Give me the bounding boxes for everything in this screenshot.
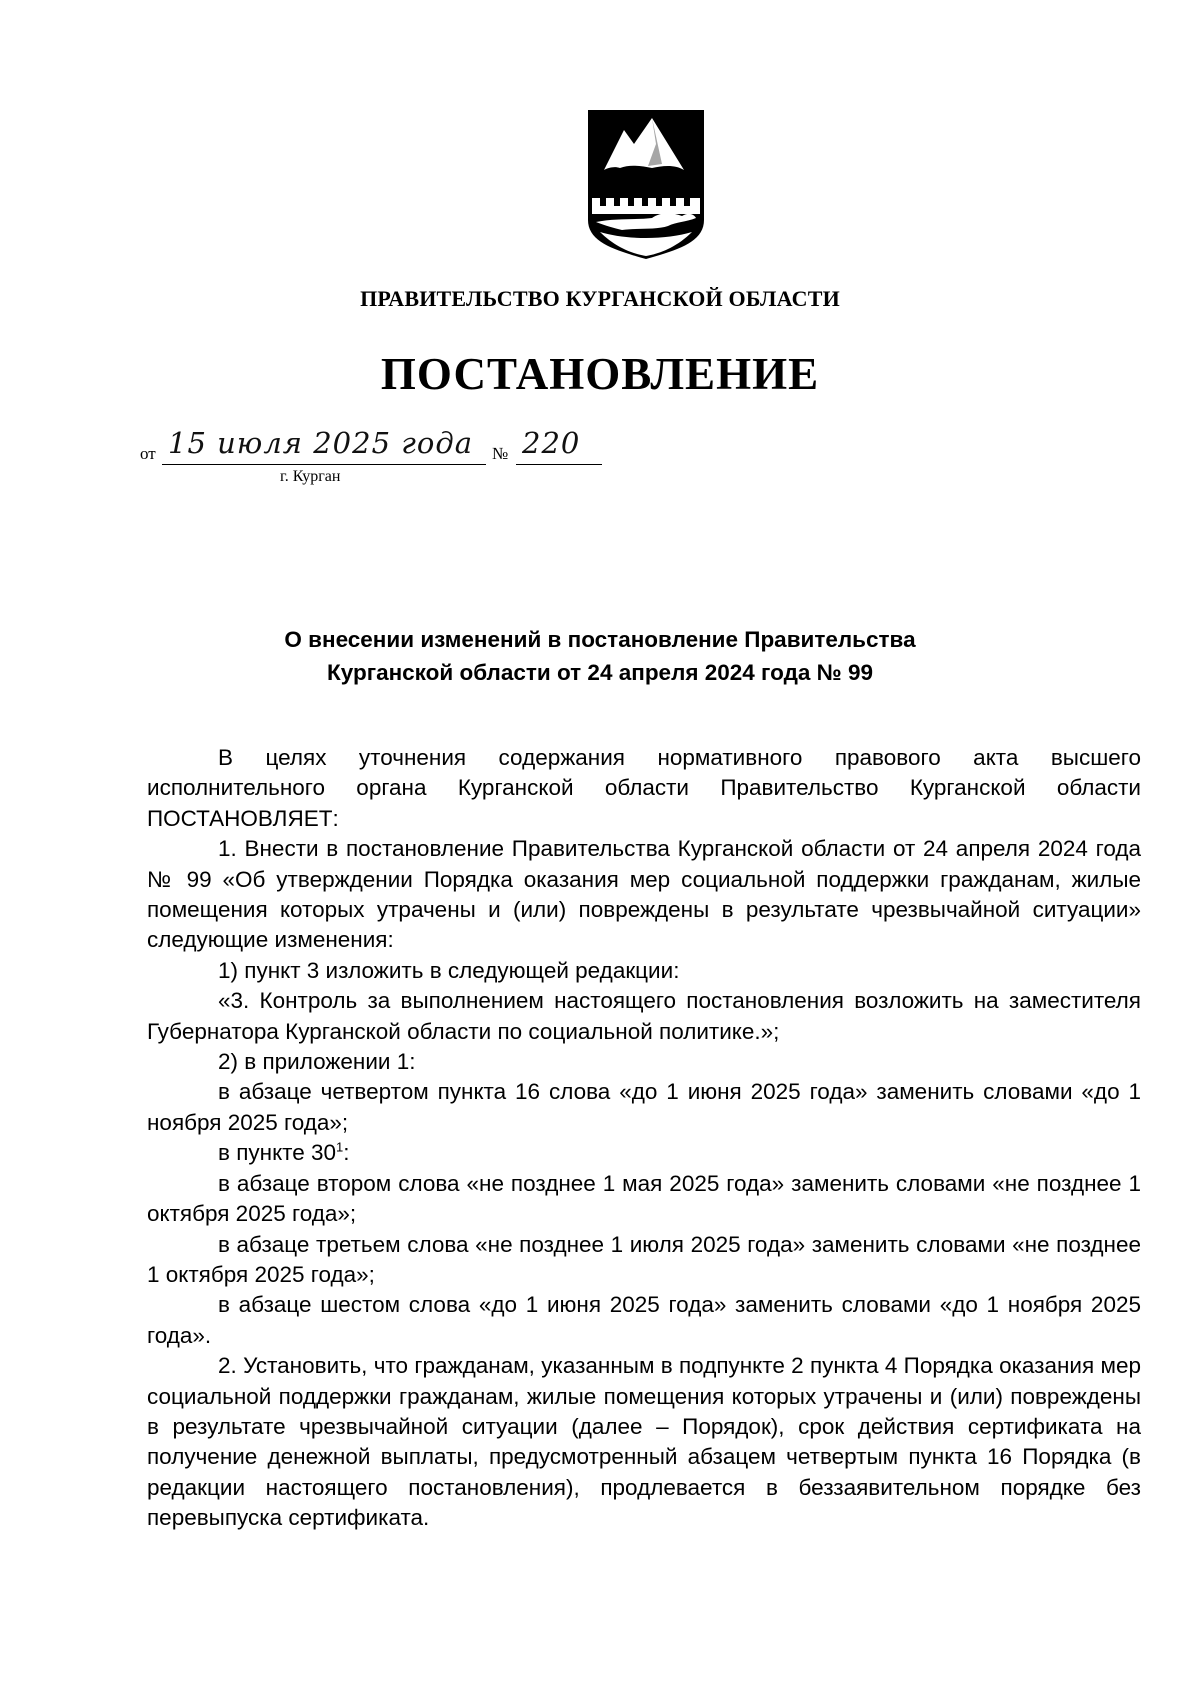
paragraph-4-amendment: в абзаце четвертом пункта 16 слова «до 1 июня 2025 года» заменить словами «до 1 ноября 2025 года»; xyxy=(147,1079,1141,1135)
subclause-1-paragraph: 1) пункт 3 изложить в следующей редакции: xyxy=(218,957,680,983)
clause-1-paragraph: 1. Внести в постановление Правительства Курганской области от 24 апреля 2024 года № 99 «Об утверждении Порядка оказания мер социальной поддержки гражданам, жилые помещения которых утрачены и (или) повреждены в результате чрезвычайной ситуации» следующие изменения: xyxy=(147,836,1141,953)
clause-3-text-paragraph: «3. Контроль за выполнением настоящего постановления возложить на заместителя Губернатора Курганской области по социальной политике.»; xyxy=(147,988,1141,1044)
document-type-heading: ПОСТАНОВЛЕНИЕ xyxy=(380,349,820,399)
city-label: г. Курган xyxy=(280,468,341,485)
coat-of-arms-icon xyxy=(586,108,706,261)
paragraph-2-amendment: в абзаце втором слова «не позднее 1 мая 2025 года» заменить словами «не позднее 1 октября 2025 года»; xyxy=(147,1170,1141,1227)
number-prefix: № xyxy=(492,444,509,463)
handwritten-number: 220 xyxy=(522,426,581,460)
document-title xyxy=(0,623,1200,689)
handwritten-date: 15 июля 2025 года xyxy=(168,426,474,460)
date-prefix: от xyxy=(140,444,156,463)
date-underline xyxy=(162,464,486,465)
paragraph-3-amendment: в абзаце третьем слова «не позднее 1 июля 2025 года» заменить словами «не позднее 1 октября 2025 года»; xyxy=(147,1231,1141,1287)
preamble-paragraph: В целях уточнения содержания нормативного правового акта высшего исполнительного органа Курганской области Правительство Курганской области ПОСТАНОВЛЯЕТ: xyxy=(147,745,1141,831)
clause-2-paragraph: 2. Установить, что гражданам, указанным в подпункте 2 пункта 4 Порядка оказания мер социальной поддержки гражданам, жилые помещения которых утрачены и (или) повреждены в результате чрезвычайной ситуации (далее – Порядок), срок действия сертификата на получение денежной выплаты, предусмотренный абзацем четвертым пункта 16 Порядка (в редакции настоящего постановления), продлевается в беззаявительном порядке без перевыпуска сертификата. xyxy=(147,1353,1141,1531)
item-30-superscript: 1 xyxy=(336,1139,344,1155)
date-number-line xyxy=(140,428,660,468)
issuing-authority: ПРАВИТЕЛЬСТВО КУРГАНСКОЙ ОБЛАСТИ xyxy=(360,286,840,311)
item-30-colon: : xyxy=(343,1140,350,1166)
title-line-2: Курганской области от 24 апреля 2024 года № 99 xyxy=(327,660,873,685)
document-body xyxy=(147,743,1141,1534)
title-line-1: О внесении изменений в постановление Правительства xyxy=(284,627,916,652)
item-30-1-paragraph xyxy=(147,1138,1141,1168)
item-30-text: в пункте 30 xyxy=(218,1140,337,1166)
subclause-2-paragraph: 2) в приложении 1: xyxy=(218,1049,416,1075)
number-underline xyxy=(516,464,602,465)
paragraph-6-amendment: в абзаце шестом слова «до 1 июня 2025 года» заменить словами «до 1 ноября 2025 года». xyxy=(147,1292,1141,1348)
